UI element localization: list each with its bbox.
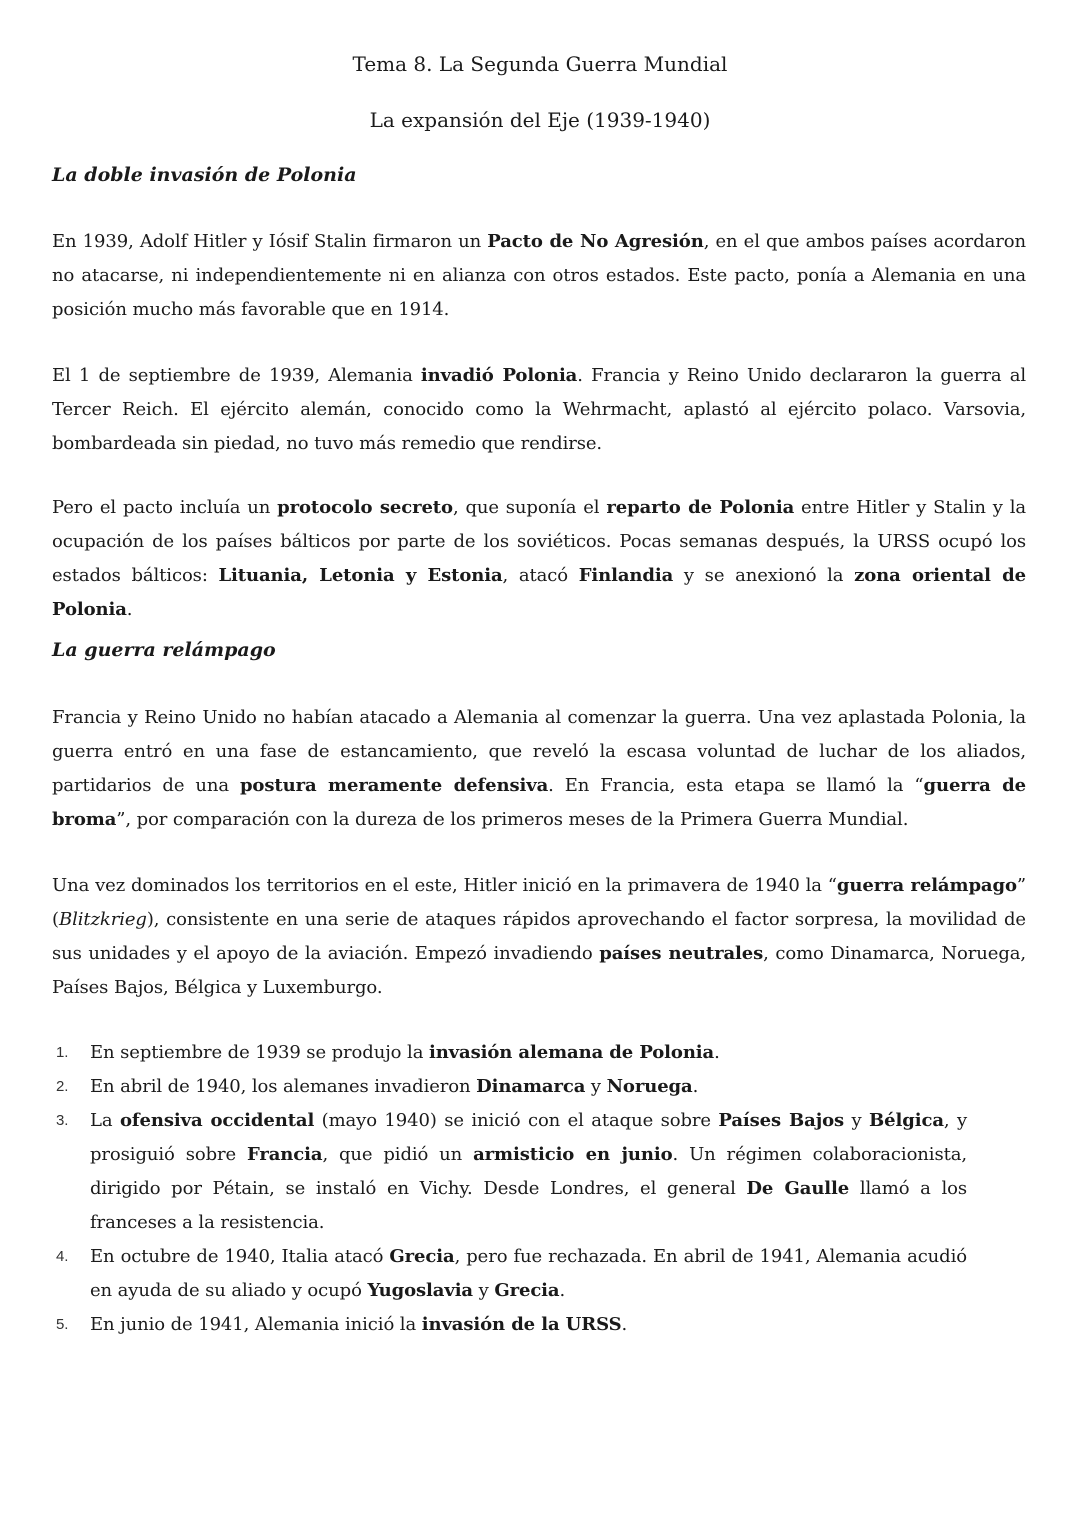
section-heading-guerra-relampago: La guerra relámpago bbox=[52, 639, 276, 661]
text-run: En septiembre de 1939 se produjo la bbox=[90, 1042, 429, 1063]
text-run: . bbox=[692, 1076, 699, 1097]
bold-text: zona oriental de Polonia bbox=[52, 565, 1026, 620]
text-run: En junio de 1941, Alemania inició la bbox=[90, 1314, 422, 1335]
text-run: , que pidió un bbox=[322, 1144, 474, 1165]
text-run: , en el que ambos países acordaron no atacarse, ni independientemente ni en alianza con otros estados. Este pacto, ponía a Alemania en una posición mucho más favorable que en 1914. bbox=[52, 231, 1026, 320]
document-subtitle: La expansión del Eje (1939-1940) bbox=[369, 108, 711, 132]
bold-text: armisticio en junio bbox=[473, 1144, 673, 1165]
text-run: ” ( bbox=[52, 875, 1026, 930]
list-item bbox=[52, 1036, 967, 1070]
text-run: . En Francia, esta etapa se llamó la “ bbox=[548, 775, 924, 796]
text-run: , y prosiguió sobre bbox=[90, 1110, 968, 1165]
text-run: . bbox=[621, 1314, 628, 1335]
bold-text: guerra relámpago bbox=[836, 875, 1017, 896]
list-number: 2. bbox=[56, 1078, 69, 1095]
text-run: En octubre de 1940, Italia atacó bbox=[90, 1246, 390, 1267]
text-run: , que suponía el bbox=[452, 497, 607, 518]
text-run: entre Hitler y Stalin y la ocupación de los países bálticos por parte de los soviéticos. Pocas semanas después, la URSS ocupó los estados bálticos: bbox=[52, 497, 1027, 586]
text-run: La bbox=[90, 1110, 120, 1131]
bold-text: invadió Polonia bbox=[420, 365, 578, 386]
text-run: , pero fue rechazada. En abril de 1941, Alemania acudió en ayuda de su aliado y ocupó bbox=[90, 1246, 967, 1301]
text-run: ”, por comparación con la dureza de los primeros meses de la Primera Guerra Mundial. bbox=[116, 809, 909, 830]
text-run: (mayo 1940) se inició con el ataque sobre bbox=[314, 1110, 719, 1131]
bold-text: Lituania, Letonia y Estonia bbox=[218, 565, 503, 586]
paragraph-blitzkrieg bbox=[52, 869, 1026, 1005]
bold-text: reparto de Polonia bbox=[606, 497, 795, 518]
list-item-text bbox=[90, 1314, 627, 1335]
paragraph-estancamiento bbox=[52, 701, 1026, 837]
events-list bbox=[52, 1036, 967, 1342]
text-run: y se anexionó la bbox=[673, 565, 855, 586]
bold-text: Noruega bbox=[606, 1076, 693, 1097]
bold-text: Países Bajos bbox=[718, 1110, 845, 1131]
list-item-text bbox=[90, 1110, 967, 1233]
text-run: Pero el pacto incluía un bbox=[52, 497, 278, 518]
text-run: Una vez dominados los territorios en el este, Hitler inició en la primavera de 1940 la “ bbox=[52, 875, 837, 896]
list-number: 4. bbox=[56, 1248, 69, 1265]
text-run: y bbox=[585, 1076, 607, 1097]
text-run: . bbox=[559, 1280, 566, 1301]
text-run: y bbox=[844, 1110, 870, 1131]
text-run: llamó a los franceses a la resistencia. bbox=[90, 1178, 967, 1233]
bold-text: Yugoslavia bbox=[367, 1280, 473, 1301]
text-run: ), consistente en una serie de ataques rápidos aprovechando el factor sorpresa, la movilidad de sus unidades y el apoyo de la aviación. Empezó invadiendo bbox=[52, 909, 1026, 964]
bold-text: Grecia bbox=[494, 1280, 560, 1301]
list-item-text bbox=[90, 1076, 698, 1097]
list-number: 5. bbox=[56, 1316, 69, 1333]
bold-text: postura meramente defensiva bbox=[239, 775, 549, 796]
list-item bbox=[52, 1070, 967, 1104]
bold-text: Bélgica bbox=[869, 1110, 944, 1131]
bold-text: Grecia bbox=[389, 1246, 455, 1267]
text-run: . bbox=[714, 1042, 720, 1063]
bold-text: Finlandia bbox=[578, 565, 674, 586]
bold-text: guerra de broma bbox=[52, 775, 1026, 830]
text-run: Francia y Reino Unido no habían atacado a Alemania al comenzar la guerra. Una vez aplastada Polonia, la guerra entró en una fase de estancamiento, que reveló la escasa voluntad de luchar de los aliados, partidarios de una bbox=[52, 707, 1026, 796]
text-run: En abril de 1940, los alemanes invadieron bbox=[90, 1076, 477, 1097]
list-item bbox=[52, 1308, 967, 1342]
text-run: , como Dinamarca, Noruega, Países Bajos, Bélgica y Luxemburgo. bbox=[52, 943, 1026, 998]
text-run: El 1 de septiembre de 1939, Alemania bbox=[52, 365, 421, 386]
bold-text: ofensiva occidental bbox=[119, 1110, 315, 1131]
text-run: , atacó bbox=[502, 565, 579, 586]
list-item-text bbox=[90, 1246, 967, 1301]
text-run: . bbox=[126, 599, 133, 620]
bold-text: Dinamarca bbox=[476, 1076, 586, 1097]
text-run: . Un régimen colaboracionista, dirigido por Pétain, se instaló en Vichy. Desde Londres, el general bbox=[90, 1144, 967, 1199]
italic-text: Blitzkrieg bbox=[58, 909, 147, 930]
bold-text: protocolo secreto bbox=[277, 497, 453, 518]
list-number: 1. bbox=[56, 1044, 69, 1061]
document-title: Tema 8. La Segunda Guerra Mundial bbox=[352, 52, 728, 76]
bold-text: Pacto de No Agresión bbox=[487, 231, 704, 252]
text-run: En 1939, Adolf Hitler y Iósif Stalin firmaron un bbox=[52, 231, 488, 252]
bold-text: invasión alemana de Polonia bbox=[428, 1042, 715, 1063]
text-run: y bbox=[473, 1280, 495, 1301]
list-item bbox=[52, 1104, 967, 1240]
list-item bbox=[52, 1240, 967, 1308]
bold-text: países neutrales bbox=[599, 943, 764, 964]
list-number: 3. bbox=[56, 1112, 69, 1129]
paragraph-invasion bbox=[52, 359, 1026, 461]
paragraph-protocolo bbox=[52, 491, 1026, 627]
section-heading-polonia: La doble invasión de Polonia bbox=[52, 164, 357, 186]
list-item-text bbox=[90, 1042, 720, 1063]
paragraph-pacto bbox=[52, 225, 1026, 327]
bold-text: De Gaulle bbox=[746, 1178, 850, 1199]
text-run: . Francia y Reino Unido declararon la guerra al Tercer Reich. El ejército alemán, conocido como la Wehrmacht, aplastó al ejército polaco. Varsovia, bombardeada sin piedad, no tuvo más remedio que rendirse. bbox=[52, 365, 1026, 454]
bold-text: Francia bbox=[246, 1144, 323, 1165]
bold-text: invasión de la URSS bbox=[421, 1314, 622, 1335]
